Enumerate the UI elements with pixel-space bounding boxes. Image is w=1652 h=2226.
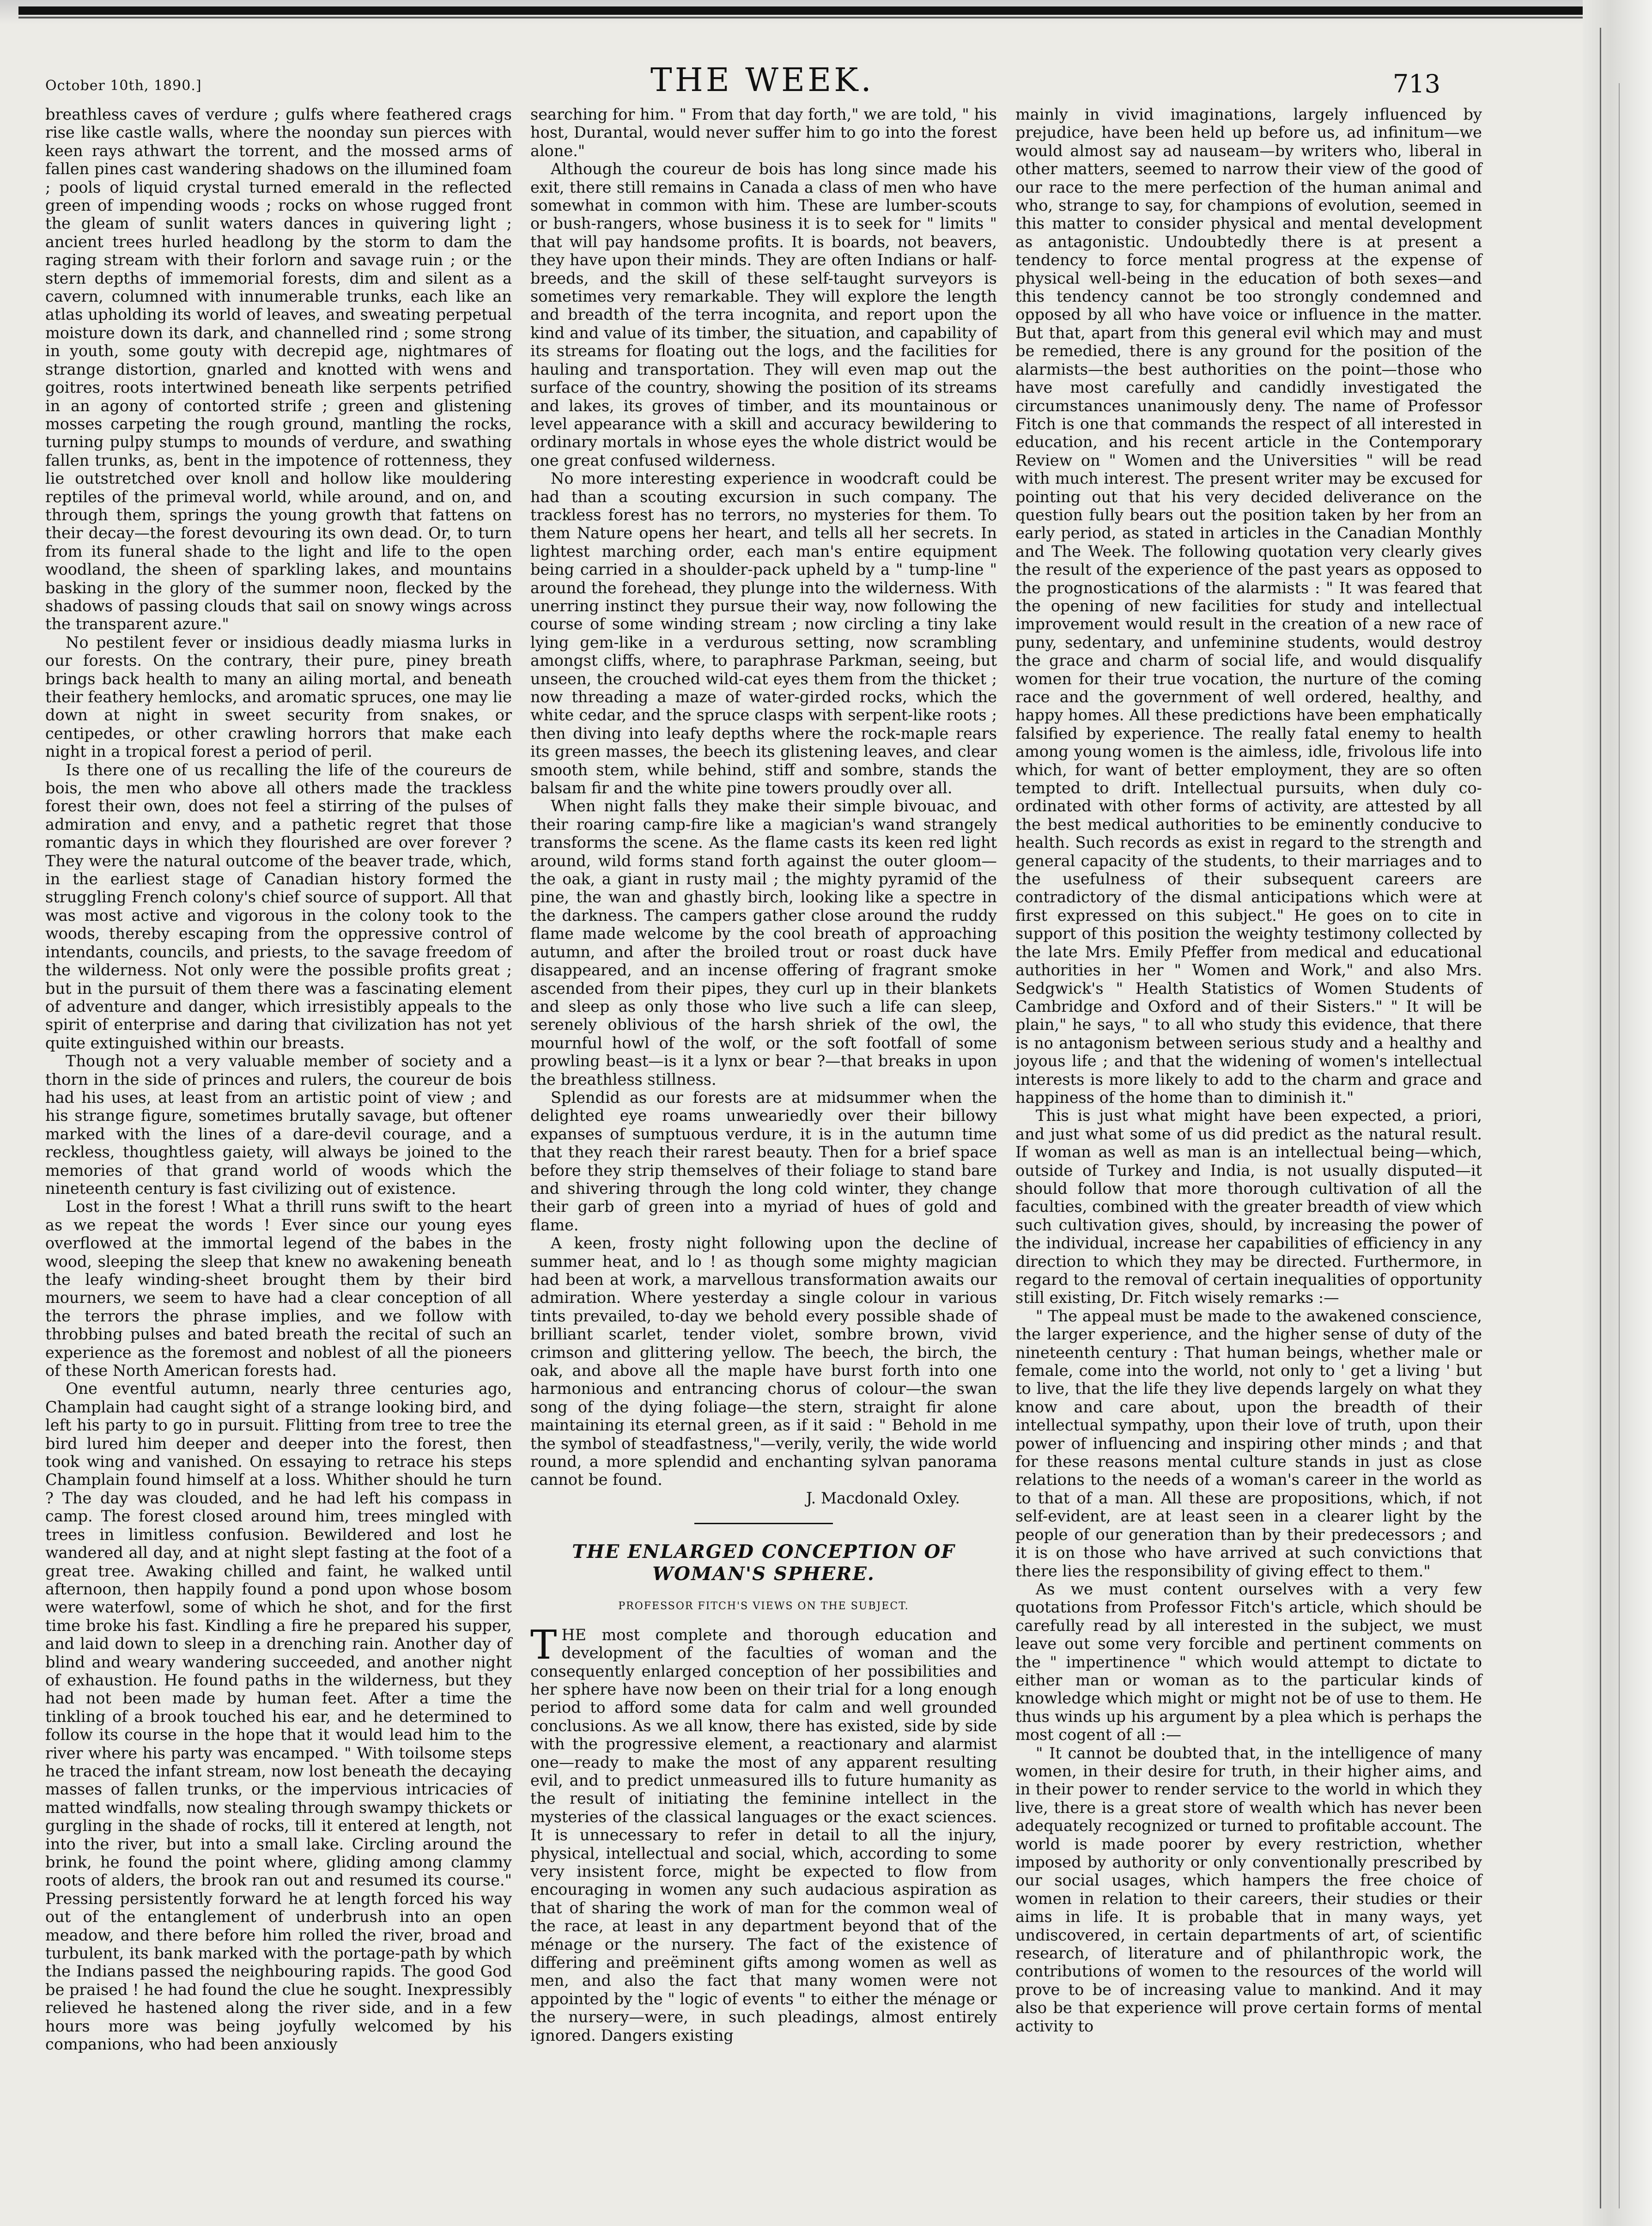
author-signature: J. Macdonald Oxley.: [806, 1489, 960, 1507]
page-header: [45, 56, 1440, 103]
paragraph: Though not a very valuable member of society and a thorn in the side of princes and rulers, the coureur de bois had his uses, at least from an artistic point of view ; and his strange figure, sometimes brutally savage, but oftener marked with the lines of a dare-devil courage, and a reckless, thoughtless gaiety, will always be joined to the memories of that grand world of woods which the nineteenth century is fast civilizing out of existence.: [45, 1052, 512, 1198]
issue-date: October 10th, 1890.]: [45, 78, 202, 94]
paragraph-text: HE most complete and thorough education and development of the faculties of woman and the consequently enlarged conception of her possibilities and her sphere have now been on their trial for a long enough period to afford some data for calm and well grounded conclusions. As we all know, there has existed, side by side with the progressive element, a reactionary and alarmist one—ready to make the most of any apparent resulting evil, and to predict unmeasured ills to future humanity as the result of initiating the feminine intellect in the mysteries of the classical languages or the exact sciences. It is unnecessary to refer in detail to all the injury, physical, intellectual and social, which, according to some very insistent force, might be expected to flow from encouraging in women any such audacious aspiration as that of sharing the work of man for the common weal of the race, at least in any department beyond that of the ménage or the nursery. The fact of the existence of differing and preëminent gifts among women as well as men, and also the fact that many women were not appointed by the " logic of events " to either the ménage or the nursery—were, in such pleadings, almost entirely ignored. Dangers existing: [530, 1625, 997, 2044]
paragraph: Although the coureur de bois has long since made his exit, there still remains in Canada a class of men who have somewhat in common with him. These are lumber-scouts or bush-rangers, whose business it is to seek for " limits " that will pay handsome profits. It is boards, not beavers, they have upon their minds. They are often Indians or half-breeds, and the skill of these self-taught surveyors is sometimes very remarkable. They will explore the length and breadth of the terra incognita, and report upon the kind and value of its timber, the situation, and capability of its streams for floating out the logs, and the facilities for hauling and transportation. They will even map out the surface of the country, showing the position of its streams and lakes, its groves of timber, and its mountainous or level appearance with a skill and accuracy bewildering to ordinary mortals in whose eyes the whole district would be one great confused wilderness.: [530, 160, 997, 469]
article-subtitle: PROFESSOR FITCH'S VIEWS ON THE SUBJECT.: [618, 1600, 909, 1612]
paragraph: No more interesting experience in woodcraft could be had than a scouting excursion in such company. The trackless forest has no terrors, no mysteries for them. To them Nature opens her heart, and tells all her secrets. In lightest marching order, each man's entire equipment being carried in a shoulder-pack upheld by a " tump-line " around the forehead, they plunge into the wilderness. With unerring instinct they pursue their way, now following the course of some winding stream ; now circling a tiny lake lying gem-like in a verdurous setting, now scrambling amongst cliffs, where, to paraphrase Parkman, seeing, but unseen, the crouched wild-cat eyes them from the thicket ; now threading a maze of water-girded rocks, which the white cedar, and the spruce clasps with serpent-like roots ; then diving into leafy depths where the rock-maple rears its green masses, the beech its glistening leaves, and clear smooth stem, while behind, stiff and sombre, stands the balsam fir and the white pine towers proudly over all.: [530, 469, 997, 797]
article-title: THE ENLARGED CONCEPTION OF WOMAN'S SPHERE.: [572, 1541, 955, 1585]
page-edge-line-2: [1619, 83, 1620, 2208]
paragraph: When night falls they make their simple bivouac, and their roaring camp-fire like a magician's wand strangely transforms the scene. As the flame casts its keen red light around, wild forms stand forth against the outer gloom—the oak, a giant in rusty mail ; the mighty pyramid of the pine, the wan and ghastly birch, looking like a spectre in the darkness. The campers gather close around the ruddy flame made welcome by the cool breath of approaching autumn, and after the broiled trout or roast duck have disappeared, and an incense offering of fragrant smoke ascended from their pipes, they curl up in their blankets and sleep as only those who live such a life can sleep, serenely oblivious of the harsh shriek of the owl, the mournful howl of the wolf, or the soft footfall of some prowling beast—is it a lynx or bear ?—that breaks in upon the breathless stillness.: [530, 797, 997, 1089]
paragraph: One eventful autumn, nearly three centuries ago, Champlain had caught sight of a strange looking bird, and left his party to go in pursuit. Flitting from tree to tree the bird lured him deeper and deeper into the forest, then took wing and vanished. On essaying to retrace his steps Champlain found himself at a loss. Whither should he turn ? The day was clouded, and he had left his compass in camp. The forest closed around him, trees mingled with trees in limitless confusion. Bewildered and lost he wandered all day, and at night slept fasting at the foot of a great tree. Awaking chilled and faint, he walked until afternoon, then happily found a pond upon whose bosom were waterfowl, some of which he shot, and for the first time broke his fast. Kindling a fire he prepared his supper, and laid down to sleep in a drenching rain. Another day of blind and weary wandering succeeded, and another night of exhaustion. He found paths in the wilderness, but they had not been made by human feet. After a time the tinkling of a brook touched his ear, and he determined to follow its course in the hope that it would lead him to the river where his party was encamped. " With toilsome steps he traced the infant stream, now lost beneath the decaying masses of fallen trunks, or the impervious intricacies of matted windfalls, now stealing through swampy thickets or gurgling in the shade of rocks, till it entered at length, not into the river, but into a small lake. Circling around the brink, he found the point where, gliding among clammy roots of alders, the brook ran out and resumed its course." Pressing persistently forward he at length forced his way out of the entanglement of underbrush into an open meadow, and there before him rolled the river, broad and turbulent, its bank marked with the portage-path by which the Indians passed the neighbouring rapids. The good God be praised ! he had found the clue he sought. Inexpressibly relieved he hastened along the river side, and in a few hours more was being joyfully welcomed by his companions, who had been anxiously: [45, 1380, 512, 2054]
quotation: " It cannot be doubted that, in the intelligence of many women, in their desire for truth, in their higher aims, and in their power to render service to the world in which they live, there is a great store of wealth which has never been adequately recognized or turned to profitable account. The world is made poorer by every restriction, whether imposed by authority or only conventionally prescribed by our social usages, which hampers the free choice of women in relation to their careers, their studies or their aims in life. It is probable that in many ways, yet undiscovered, in certain departments of art, of scientific research, of literature and of philanthropic work, the contributions of women to the resources of the world will prove to be of increasing value to mankind. And it may also be that experience will prove certain forms of mental activity to: [1015, 1744, 1482, 2035]
paragraph: No pestilent fever or insidious deadly miasma lurks in our forests. On the contrary, their pure, piney breath brings back health to many an ailing mortal, and beneath their feathery hemlocks, and aromatic spruces, one may lie down at night in sweet security from snakes, or centipedes, or other crawling horrors that make each night in a tropical forest a period of peril.: [45, 633, 512, 761]
journal-title: THE WEEK.: [650, 61, 874, 99]
paragraph: As we must content ourselves with a very few quotations from Professor Fitch's article, which should be carefully read by all interested in the subject, we must leave out some very forcible and pertinent comments on the " impertinence " which would attempt to dictate to either man or woman as to the particular kinds of knowledge which might or might not be of use to them. He thus winds up his argument by a plea which is perhaps the most cogent of all :—: [1015, 1580, 1482, 1744]
paragraph: mainly in vivid imaginations, largely influenced by prejudice, have been held up before us, ad infinitum—we would almost say ad nauseam—by writers who, liberal in other matters, seemed to narrow their view of the good of our race to the mere perfection of the human animal and who, strange to say, for champions of evolution, seemed in this matter to consider physical and mental development as antagonistic. Undoubtedly there is at present a tendency to force mental progress at the expense of physical well-being in the education of both sexes—and this tendency cannot be too strongly condemned and opposed by all who have voice or influence in the matter. But that, apart from this general evil which may and must be remedied, there is any ground for the position of the alarmists—the best authorities on the point—those who have most carefully and candidly investigated the circumstances unanimously deny. The name of Professor Fitch is one that commands the respect of all interested in education, and his recent article in the Contemporary Review on " Women and the Universities " will be read with much interest. The present writer may be excused for pointing out that his very decided deliverance on the question fully bears out the position taken by her from an early period, as stated in articles in the Canadian Monthly and The Week. The following quotation very clearly gives the result of the experience of the past years as opposed to the prognostications of the alarmists : " It was feared that the opening of new facilities for study and intellectual improvement would result in the creation of a new race of puny, sedentary, and unfeminine students, would destroy the grace and charm of social life, and would disqualify women for their true vocation, the nurture of the coming race and the government of well ordered, healthy, and happy homes. All these predictions have been emphatically falsified by experience. The really fatal enemy to health among young women is the aimless, idle, frivolous life into which, for want of better employment, they are so often tempted to drift. Intellectual pursuits, when duly co-ordinated with other forms of activity, are attested by all the best medical authorities to be eminently conducive to health. Such records as exist in regard to the strength and general capacity of the students, to their marriages and to the usefulness of their subsequent careers are contradictory of the dismal anticipations which were at first expressed on this subject." He goes on to cite in support of this position the weighty testimony collected by the late Mrs. Emily Pfeffer from medical and educational authorities in her " Women and Work," and also Mrs. Sedgwick's " Health Statistics of Women Students of Cambridge and Oxford and of their Sisters." " It will be plain," he says, " to all who study this evidence, that there is no antagonism between serious study and a healthy and joyous life ; and that the widening of women's intellectual interests is more likely to add to the charm and grace and happiness of the home than to diminish it.": [1015, 105, 1482, 1107]
article-divider: [694, 1523, 833, 1524]
paragraph: breathless caves of verdure ; gulfs where feathered crags rise like castle walls, where the noonday sun pierces with keen rays athwart the torrent, and the mossed arms of fallen pines cast wandering shadows on the illumined foam ; pools of liquid crystal turned emerald in the reflected green of impending woods ; rocks on whose rugged front the gleam of sunlit waters dances in quivering light ; ancient trees hurled headlong by the storm to dam the raging stream with their forlorn and savage ruin ; or the stern depths of immemorial forests, dim and silent as a cavern, columned with innumerable trunks, each like an atlas upholding its world of leaves, and sweating perpetual moisture down its dark, and channelled rind ; some strong in youth, some gouty with decrepid age, nightmares of strange distortion, gnarled and knotted with wens and goitres, roots intertwined beneath like serpents petrified in an agony of contorted strife ; green and glistening mosses carpeting the rough ground, mantling the rocks, turning pulpy stumps to mounds of verdure, and swathing fallen trunks, as, bent in the impotence of rottenness, they lie outstretched over knoll and hollow like mouldering reptiles of the primeval world, while around, and on, and through them, springs the young growth that fattens on their decay—the forest devouring its own dead. Or, to turn from its funeral shade to the light and life to the open woodland, the sheen of sparkling lakes, and mountains basking in the glory of the summer noon, flecked by the shadows of passing clouds that sail on snowy wings across the transparent azure.": [45, 105, 512, 633]
drop-cap: T: [530, 1622, 557, 1668]
paragraph: Is there one of us recalling the life of the coureurs de bois, the men who above all others made the trackless forest their own, does not feel a stirring of the pulses of admiration and envy, and a pathetic regret that those romantic days in which they flourished are over forever ? They were the natural outcome of the beaver trade, which, in the earliest stage of Canadian history formed the struggling French colony's chief source of support. All that was most active and vigorous in the colony took to the woods, thereby escaping from the oppressive control of intendants, councils, and priests, to the savage freedom of the wilderness. Not only were the possible profits great ; but in the pursuit of them there was a fascinating element of adventure and danger, which irresistibly appeals to the spirit of enterprise and daring that civilization has not yet quite extinguished within our breasts.: [45, 760, 512, 1052]
page-edge-line: [1600, 28, 1601, 2208]
paragraph: This is just what might have been expected, a priori, and just what some of us did predict as the natural result. If woman as well as man is an intellectual being—which, outside of Turkey and India, is not usually disputed—it should follow that more thorough cultivation of all the faculties, combined with the greater breadth of view which such cultivation gives, should, by increasing the power of the individual, increase her capabilities of efficiency in any direction to which they may be directed. Furthermore, in regard to the removal of certain inequalities of opportunity still existing, Dr. Fitch wisely remarks :—: [1015, 1107, 1482, 1307]
column-2: [530, 105, 997, 2044]
article-first-paragraph: [530, 1622, 997, 2044]
paragraph: searching for him. " From that day forth," we are told, " his host, Durantal, would never suffer him to go into the forest alone.": [530, 105, 997, 160]
top-rule: [18, 6, 1589, 15]
column-1: [45, 105, 512, 2053]
top-rule-thin: [18, 17, 1589, 18]
paragraph: Lost in the forest ! What a thrill runs swift to the heart as we repeat the words ! Ever since our young eyes overflowed at the immortal legend of the babes in the wood, sleeping the sleep that knew no awakening beneath the leafy winding-sheet brought them by their bird mourners, we seem to have had a clear conception of all the terrors the phrase implies, and we follow with throbbing pulses and bated breath the recital of such an experience as the foremost and noblest of all the pioneers of these North American forests had.: [45, 1198, 512, 1380]
paragraph: A keen, frosty night following upon the decline of summer heat, and lo ! as though some mighty magician had been at work, a marvellous transformation awaits our admiration. Where yesterday a single colour in various tints prevailed, to-day we behold every possible shade of brilliant scarlet, tender violet, sombre brown, vivid crimson and glittering yellow. The beech, the birch, the oak, and above all the maple have burst forth into one harmonious and entrancing chorus of colour—the swan song of the dying foliage—the stern, straight fir alone maintaining its eternal green, as if it said : " Behold in me the symbol of steadfastness,"—verily, verily, the wide world round, a more splendid and enchanting sylvan panorama cannot be found.: [530, 1234, 997, 1489]
paragraph: Splendid as our forests are at midsummer when the delighted eye roams unweariedly over their billowy expanses of sumptuous verdure, it is in the autumn time that they reach their rarest beauty. Then for a brief space before they strip themselves of their foliage to stand bare and shivering through the long cold winter, they change their garb of green into a myriad of hues of gold and flame.: [530, 1088, 997, 1234]
page-edge: [1583, 0, 1652, 2226]
quotation: " The appeal must be made to the awakened conscience, the larger experience, and the higher sense of duty of the nineteenth century : That human beings, whether male or female, come into the world, not only to ' get a living ' but to live, that the life they live depends largely on what they know and care about, upon the breadth of their intellectual sympathy, upon their love of truth, upon their power of influencing and inspiring other minds ; and that for these reasons mental culture stands in just as close relations to the needs of a woman's career in the world as to that of a man. All these are propositions, which, if not self-evident, are at least seen in a clearer light by the people of our generation than by their predecessors ; and it is on those who have arrived at such convictions that there lies the responsibility of giving effect to them.": [1015, 1307, 1482, 1580]
column-3: [1015, 105, 1482, 2035]
page-number: 713: [1392, 69, 1440, 98]
